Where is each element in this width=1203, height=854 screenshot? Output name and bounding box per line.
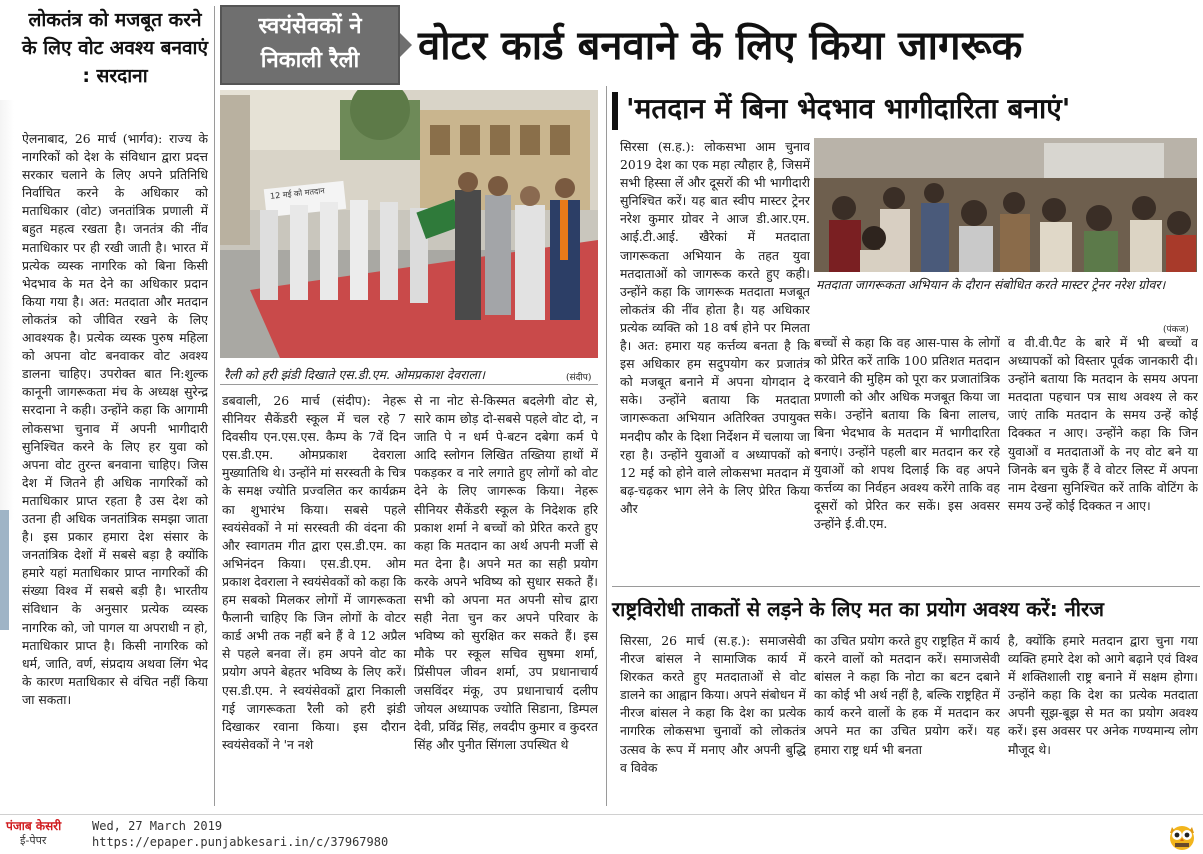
sirsa-body-col2: बच्चों से कहा कि वह आस-पास के लोगों को प्रेरित करें ताकि 100 प्रतिशत मतदान करवाने की मुहिम को पूरा कर प्रजातांत्रिक प्रणाली को और अधिक मजबूत किया जा सके। उन्होंने बताया कि बिना लालच, बिना भेदभाव के मतदान में भागीदारिता बनाएं। उन्होंने पहली बार मतदान कर रहे युवाओं को शपथ दिलाई कि वह अपने कर्त्तव्य का निर्वहन अवश्य करेंगे ताकि वह दूसरों को प्रेरित कर सकें। इस अवसर उन्होंने ई.वी.एम.	[814, 335, 1000, 531]
neeraj-body-col3: है, क्योंकि हमारे मतदान द्वारा चुना गया व्यक्ति हमारे देश को आगे बढ़ाने एवं विश्व में शक्तिशाली राष्ट्र बनाने में सक्षम होगा। उन्होंने कहा कि देश का प्रत्येक मतदाता अपनी सूझ-बूझ से मत का प्रयोग अवश्य करें। इस अवसर पर अनेक गण्यमान्य लोग मौजूद थे।	[1008, 633, 1198, 757]
left-edge-figure	[0, 510, 9, 630]
rally-photo-credit: (संदीप)	[566, 373, 592, 383]
left-edge-strip	[0, 100, 14, 520]
sirsa-photo-scene	[814, 138, 1197, 272]
left-story-headline: लोकतंत्र को मजबूत करने के लिए वोट अवश्य बनवाएं : सरदाना	[22, 9, 208, 87]
sirsa-headline: 'मतदान में बिना भेदभाव भागीदारिता बनाएं'	[626, 92, 1071, 125]
rally-banner-text: 12 मई को मतदान	[269, 186, 326, 201]
sirsa-body-col1: सिरसा (स.ह.): लोकसभा आम चुनाव 2019 देश का एक महा त्यौहार है, जिसमें सभी हिस्सा लें और दूसरों की भी भागीदारी सुनिश्चित करें। यह बात स्वीप मास्टर ट्रेनर नरेश कुमार ग्रोवर ने आज डी.आर.एम. आई.टी.आई. खैरेकां में मतदाता जागरूकता अभियान के तहत युवा मतदाताओं को जागरूक करते हुए कही। उन्होंने कहा कि जागरूक मतदाता मजबूत लोकतंत्र की नींव होता है। यह अधिकार प्रत्येक व्यक्ति को 18 वर्ष होने पर मिलता है। अत: हमारा यह कर्त्तव्य बनता है कि इस अधिकार हम सदुपयोग कर प्रजातंत्र को मजबूत बनाने में अपना योगदान दे सके। उन्होंने बताया कि मतदाता जागरूकता अभियान अतिरिक्त उपायुक्त मनदीप कौर के दिशा निर्देशन में चलाया जा रहा है। उन्होंने युवाओं व अध्यापकों को 12 मई को होने वाले लोकसभा मतदान में बढ़-चढ़कर भाग लेने के लिए प्रेरित किया और	[620, 139, 810, 516]
owl-icon-graphic	[1166, 819, 1198, 851]
neeraj-body-col2: का उचित प्रयोग करते हुए राष्ट्रहित में कार्य करने वालों को मतदान करें। समाजसेवी बांसल ने कहा कि नोटा का बटन दबाने का कोई भी अर्थ नहीं है, बल्कि राष्ट्रहित में कार्य करने वालों के हक में मतदान कर अपने मत का उचित प्रयोग करें। यह हमारा राष्ट्र धर्म भी बनता	[814, 633, 1000, 757]
section-divider	[612, 586, 1200, 587]
owl-icon[interactable]	[1166, 819, 1198, 851]
sirsa-photo	[814, 138, 1197, 272]
sirsa-photo-credit: (पंकज)	[1163, 325, 1189, 335]
rally-body-col2: से ना नोट से-किस्मत बदलेगी वोट से, सारे काम छोड़ दो-सबसे पहले वोट दो, न जाति पे न धर्म पे-बटन दबेगा कर्म पे आदि स्लोगन लिखित तख्तिया हाथों में पकड़कर व नारे लगाते हुए लोगों को वोट देने के लिए जागरूक किया। नेहरू सीनियर सैकेंडरी स्कूल के निदेशक हरि प्रकाश शर्मा ने बच्चों को प्रेरित करते हुए कहा कि मतदान का अर्थ अपनी मर्जी से मत देना है। अपने मत का सही प्रयोग करके अपने भविष्य को सुधार सकते हैं। सभी को अपना मत अपनी सोच द्वारा सही नेता चुन कर अपने परिवार के भविष्य को सुरक्षित कर सकते हैं। इस मौके पर स्कूल सचिव सुषमा शर्मा, प्रिंसीपल जीवन शर्मा, उप प्रधानाचार्य जसविंदर मंकू, उप प्रधानाचार्य दलीप जोयल अध्यापक ज्योति सिडाना, डिम्पल देवी, प्रविंद्र सिंह, लवदीप कुमार व कुदरत सिंह और पुनीत सिंगला उपस्थित थे	[414, 393, 598, 752]
rally-kicker-text: स्वयंसेवकों ने निकाली रैली	[258, 14, 362, 73]
rally-headline: वोटर कार्ड बनवाने के लिए किया जागरूक	[418, 23, 1023, 69]
rally-photo-caption: रैली को हरी झंडी दिखाते एस.डी.एम. ओमप्रकाश देवराला।	[224, 367, 485, 382]
brand-subtitle: ई-पेपर	[20, 834, 47, 847]
column-divider	[214, 6, 215, 806]
rally-body-col1: डबवाली, 26 मार्च (संदीप): नेहरू सीनियर सैकेंडरी स्कूल में चल रहे 7 दिवसीय एन.एस.एस. कैम्प के 7वें दिन एस.डी.एम. ओमप्रकाश देवराला मुख्यातिथि थे। उन्होंने मां सरस्वती के चित्र के समक्ष ज्योति प्रज्वलित कर कार्यक्रम का शुभारंभ किया। सबसे पहले स्वयंसेवकों ने मां सरस्वती की वंदना की और स्वागतम गीत द्वारा एस.डी.एम. का अभिनंदन किया। एस.डी.एम. ओम प्रकाश देवराला ने स्वयंसेवकों को कहा कि हम सबको मिलकर लोगों में जागरूकता फैलानी चाहिए कि जिन लोगों के वोटर कार्ड अभी तक नहीं बने हैं वे 12 अप्रैल से पहले बनवा लें। हम अपने वोट का प्रयोग अपने बेहतर भविष्य के लिए करें। एस.डी.एम. ने स्वयंसेवकों द्वारा निकाली गई जागरूकता रैली को हरी झंडी दिखाकर रवाना किया। इस दौरान स्वयंसेवकों ने 'न नशे	[222, 393, 406, 752]
kicker-arrow	[400, 33, 412, 57]
rally-caption-rule	[220, 384, 598, 385]
rally-photo-scene	[220, 90, 598, 358]
left-story-body: ऐलनाबाद, 26 मार्च (भार्गव): राज्य के नागरिकों को देश के संविधान द्वारा प्रदत्त सरकार चलाने के लिए अपने प्रतिनिधि निर्वाचित करने के अधिकार को मताधिकार (वोट) जनतांत्रिक प्रणाली में बहुत महत्व रखता है। जनतंत्र की नींव मताधिकार पर ही रखी जाती है। भारत में प्रत्येक व्यस्क नागरिक को बिना किसी भेदभाव के मत देने का अधिकार प्रदान किया गया है। अत: मतदाता और मतदान लोकतंत्र को जीवित रखने के लिए आवश्यक है। प्रत्येक व्यस्क पुरुष महिला को अपना वोट बनवाकर वोट अवश्य डालना चाहिए। उपरोक्त बात नि:शुल्क कानूनी जागरूकता मंच के अध्यक्ष सुरेन्द्र सरदाना ने कही। उन्होंने कहा कि आगामी लोकसभा चुनाव में अपनी भागीदारी सुनिश्चित करने के लिए हर युवा को अपना वोट तुरन्त बनवाना चाहिए। जिस देश में जितने ही अधिक नागरिकों को मताधिकार प्राप्त रहता है उस देश को उतना ही अधिक जनतांत्रिक समझा जाता है। इस प्रकार हमारा देश संसार के जनतांत्रिक देशों में सबसे बड़ा है क्योंकि हमारे यहां मताधिकार प्राप्त नागरिकों की संख्या विश्व में सबसे बड़ी है। भारतीय संविधान के अनुसार प्रत्येक व्यस्क नागरिक को, जो पागल या अपराधी न हो, मताधिकार प्राप्त है। किसी नागरिक को धर्म, जाति, वर्ण, संप्रदाय अथवा लिंग भेद के कारण मताधिकार से वंचित नहीं किया जा सकता।	[22, 131, 208, 707]
neeraj-body-col1: सिरसा, 26 मार्च (स.ह.): समाजसेवी नीरज बांसल ने सामाजिक कार्य में शिरकत करते हुए मतदाताओं से वोट डालने का आह्वान किया। अपने संबोधन में नीरज बांसल ने कहा कि देश का प्रत्येक नागरिक लोकसभा चुनावों को लोकतंत्र उत्सव के रूप में मनाए और अपनी बुद्धि व विवेक	[620, 633, 806, 775]
sirsa-photo-caption: मतदाता जागरूकता अभियान के दौरान संबोधित करते मास्टर ट्रेनर नरेश ग्रोवर।	[816, 277, 1166, 292]
edition-date: Wed, 27 March 2019	[92, 819, 223, 833]
sirsa-headline-bar	[612, 92, 618, 130]
brand-name: पंजाब केसरी	[6, 819, 62, 833]
brand-logo	[6, 819, 78, 851]
epaper-footer	[0, 814, 1203, 854]
rally-photo	[220, 90, 598, 358]
sirsa-body-col3: व वी.वी.पैट के बारे में भी बच्चों व अध्यापकों को विस्तार पूर्वक जानकारी दी। उन्होंने बताया कि मतदान के समय अपना मतदाता पहचान पत्र साथ अवश्य ले कर जाएं ताकि मतदान के समय उन्हें कोई दिक्कत न आए। उन्होंने कहा कि जिन युवाओं व मतदाताओं के नए वोट बने या जिनके बन चुके हैं वे वोटर लिस्ट में अपना नाम देखना सुनिश्चित करें ताकि वोटिंग के समय उन्हें कोई दिक्कत न आए।	[1008, 335, 1198, 513]
neeraj-headline: राष्ट्रविरोधी ताकतों से लड़ने के लिए मत का प्रयोग अवश्य करें: नीरज	[612, 597, 1104, 621]
column-divider	[606, 86, 607, 806]
edition-url[interactable]: https://epaper.punjabkesari.in/c/37967980	[92, 835, 389, 849]
